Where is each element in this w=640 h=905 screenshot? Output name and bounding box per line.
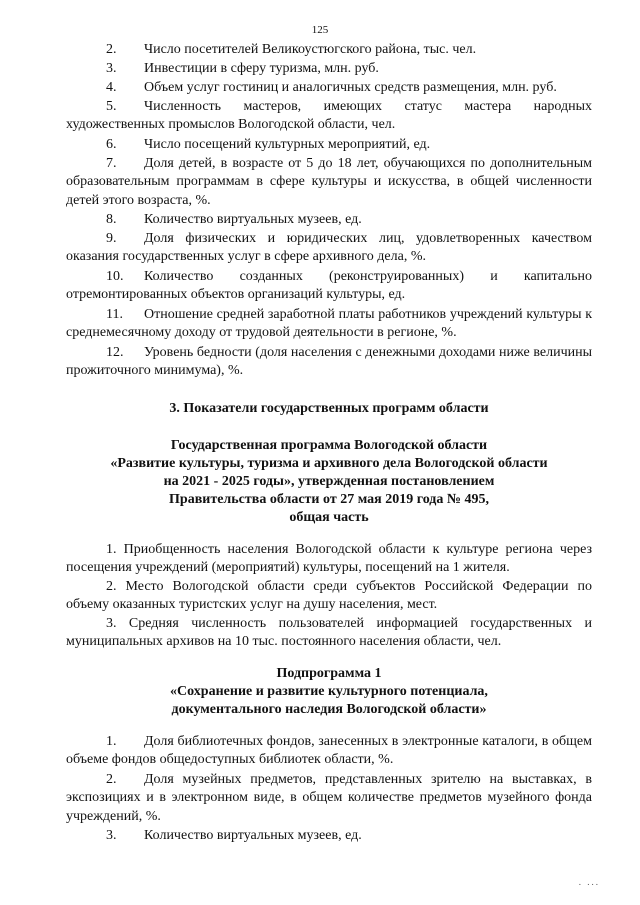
item-text: Число посетителей Великоустюгского района, тыс. чел. (144, 42, 477, 57)
list-item (66, 268, 592, 305)
list-item (66, 211, 592, 229)
item-text: Количество созданных (реконструированных) и капитально отремонтированных объектов организаций культуры, ед. (66, 269, 592, 303)
item-text: Отношение средней заработной платы работников учреждений культуры к среднемесячному доходу от трудовой деятельности в регионе, %. (66, 307, 592, 341)
section-heading: 3. Показатели государственных программ области (169, 401, 489, 416)
item-number: 6. (106, 137, 117, 152)
item-number: 11. (106, 307, 123, 322)
list-item (66, 733, 592, 770)
list-item (66, 155, 592, 210)
subprogram-heading-line: «Сохранение и развитие культурного потенциала, (170, 684, 488, 699)
program-heading-line: на 2021 - 2025 годы», утвержденная постановлением (163, 474, 495, 489)
item-text: Уровень бедности (доля населения с денежными доходами ниже величины прожиточного минимума), %. (66, 345, 592, 379)
item-text: Доля библиотечных фондов, занесенных в электронные каталоги, в общем объеме фондов общедоступных библиотек области, %. (66, 734, 592, 768)
program-heading-line: общая часть (289, 510, 369, 525)
item-text: Доля музейных предметов, представленных зрителю на выставках, в экспозициях и в электронном виде, в общем количестве предметов музейного фонда учреждений, %. (66, 772, 592, 824)
item-text: Количество виртуальных музеев, ед. (144, 212, 362, 227)
list-item (66, 827, 592, 845)
item-number: 2. (106, 772, 117, 787)
subprogram-heading-line: Подпрограмма 1 (276, 666, 382, 681)
item-text: Объем услуг гостиниц и аналогичных средств размещения, млн. руб. (144, 80, 557, 95)
item-number: 3. (106, 828, 117, 843)
item-text: Численность мастеров, имеющих статус мастера народных художественных промыслов Вологодской области, чел. (66, 99, 592, 133)
item-text: Инвестиции в сферу туризма, млн. руб. (144, 61, 379, 76)
general-item: 3. Средняя численность пользователей информацией государственных и муниципальных архивов на 10 тыс. постоянного населения области, чел. (66, 616, 592, 650)
item-number: 2. (106, 42, 117, 57)
item-number: 10. (106, 269, 124, 284)
item-number: 12. (106, 345, 124, 360)
item-text: Доля детей, в возрасте от 5 до 18 лет, обучающихся по дополнительным образовательным программам в сфере культуры и искусства, в общей численности детей этого возраста, %. (66, 156, 592, 208)
item-number: 8. (106, 212, 117, 227)
corner-mark: . ... (578, 877, 600, 887)
general-item: 1. Приобщенность населения Вологодской области к культуре региона через посещения учреждений (мероприятий) культуры, посещений на 1 жителя. (66, 542, 592, 576)
item-text: Доля физических и юридических лиц, удовлетворенных качеством оказания государственных услуг в сфере архивного дела, %. (66, 231, 592, 265)
list-item (66, 136, 592, 154)
item-number: 1. (106, 734, 117, 749)
item-text: Число посещений культурных мероприятий, ед. (144, 137, 431, 152)
page-number: 125 (311, 24, 329, 36)
item-number: 4. (106, 80, 117, 95)
list-item (66, 98, 592, 135)
item-number: 3. (106, 61, 117, 76)
item-number: 5. (106, 99, 117, 114)
program-heading-line: Правительства области от 27 мая 2019 года № 495, (169, 492, 489, 507)
program-heading-line: «Развитие культуры, туризма и архивного дела Вологодской области (110, 456, 548, 471)
item-text: Количество виртуальных музеев, ед. (144, 828, 362, 843)
list-item (66, 306, 592, 343)
subprogram-heading-line: документального наследия Вологодской области» (171, 702, 487, 717)
list-item (66, 79, 592, 97)
general-item: 2. Место Вологодской области среди субъектов Российской Федерации по объему оказанных туристских услуг на душу населения, мест. (66, 579, 592, 613)
item-number: 9. (106, 231, 117, 246)
program-heading-line: Государственная программа Вологодской области (170, 438, 488, 453)
list-item (66, 60, 592, 78)
list-item (66, 230, 592, 267)
list-item (66, 41, 592, 59)
item-number: 7. (106, 156, 117, 171)
list-item (66, 344, 592, 381)
list-item (66, 771, 592, 826)
